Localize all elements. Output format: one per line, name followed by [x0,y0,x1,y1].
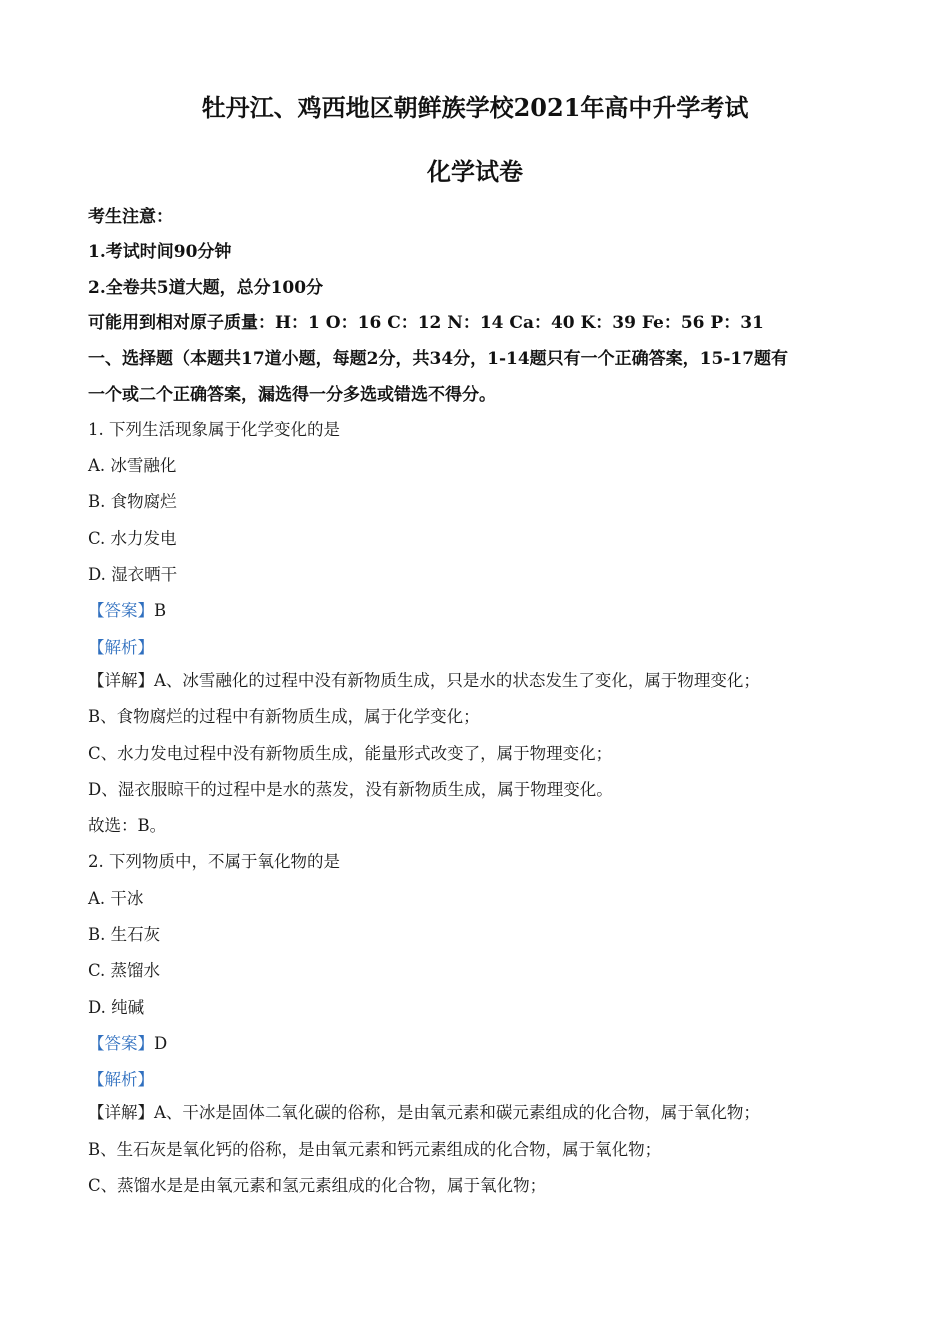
q1-analysis-tag: 【解析】 [88,638,154,657]
q1-explanation-d: D、湿衣服晾干的过程中是水的蒸发，没有新物质生成，属于物理变化。 [88,780,613,799]
q1-answer-value: B [154,601,167,620]
q1-explanation-c: C、水力发电过程中没有新物质生成，能量形式改变了，属于物理变化； [88,744,613,763]
q2-option-c: C. 蒸馏水 [88,961,161,980]
q1-explanation-b: B、食物腐烂的过程中有新物质生成，属于化学变化； [88,707,480,726]
q2-answer-value: D [154,1034,168,1053]
q2-explanation-a-text: A、干冰是固体二氧化碳的俗称，是由氧元素和碳元素组成的化合物，属于氧化物； [154,1103,760,1122]
q1-answer [88,600,878,622]
q2-explanation-a [88,1102,878,1124]
q1-conclusion: 故选：B。 [88,816,167,835]
note-time: 1.考试时间90分钟 [88,242,232,262]
q1-option-a: A. 冰雪融化 [88,456,177,475]
exam-title: 牡丹江、鸡西地区朝鲜族学校2021年高中升学考试 [201,93,749,122]
q2-option-d: D. 纯碱 [88,998,145,1017]
q2-analysis-tag: 【解析】 [88,1070,154,1089]
exam-subtitle: 化学试卷 [427,157,523,186]
q2-option-b: B. 生石灰 [88,925,161,944]
q2-explanation-c: C、蒸馏水是是由氧元素和氢元素组成的化合物，属于氧化物； [88,1176,547,1195]
answer-tag: 【答案】 [88,601,154,620]
answer-tag: 【答案】 [88,1034,154,1053]
q2-option-a: A. 干冰 [88,889,144,908]
q1-explanation-a [88,670,878,692]
section1-instructions-1: 一、选择题（本题共17道小题，每题2分，共34分，1-14题只有一个正确答案，15-17题有 [88,349,789,369]
section1-instructions-2: 一个或二个正确答案，漏选得一分多选或错选不得分。 [88,385,496,405]
q1-stem: 1. 下列生活现象属于化学变化的是 [88,420,340,439]
note-score: 2.全卷共5道大题，总分100分 [88,278,324,298]
q1-option-b: B. 食物腐烂 [88,492,177,511]
q1-explanation-a-text: A、冰雪融化的过程中没有新物质生成，只是水的状态发生了变化，属于物理变化； [154,671,760,690]
detail-tag: 【详解】 [88,671,154,690]
q1-option-c: C. 水力发电 [88,529,177,548]
notes-heading: 考生注意： [88,207,173,227]
q1-option-d: D. 湿衣晒干 [88,565,178,584]
q2-answer [88,1033,878,1055]
detail-tag: 【详解】 [88,1103,154,1122]
atomic-mass-line: 可能用到相对原子质量：H：1 O：16 C：12 N：14 Ca：40 K：39 Fe：56 P：31 [88,313,764,333]
q2-stem: 2. 下列物质中，不属于氧化物的是 [88,852,340,871]
q2-explanation-b: B、生石灰是氧化钙的俗称，是由氧元素和钙元素组成的化合物，属于氧化物； [88,1140,662,1159]
